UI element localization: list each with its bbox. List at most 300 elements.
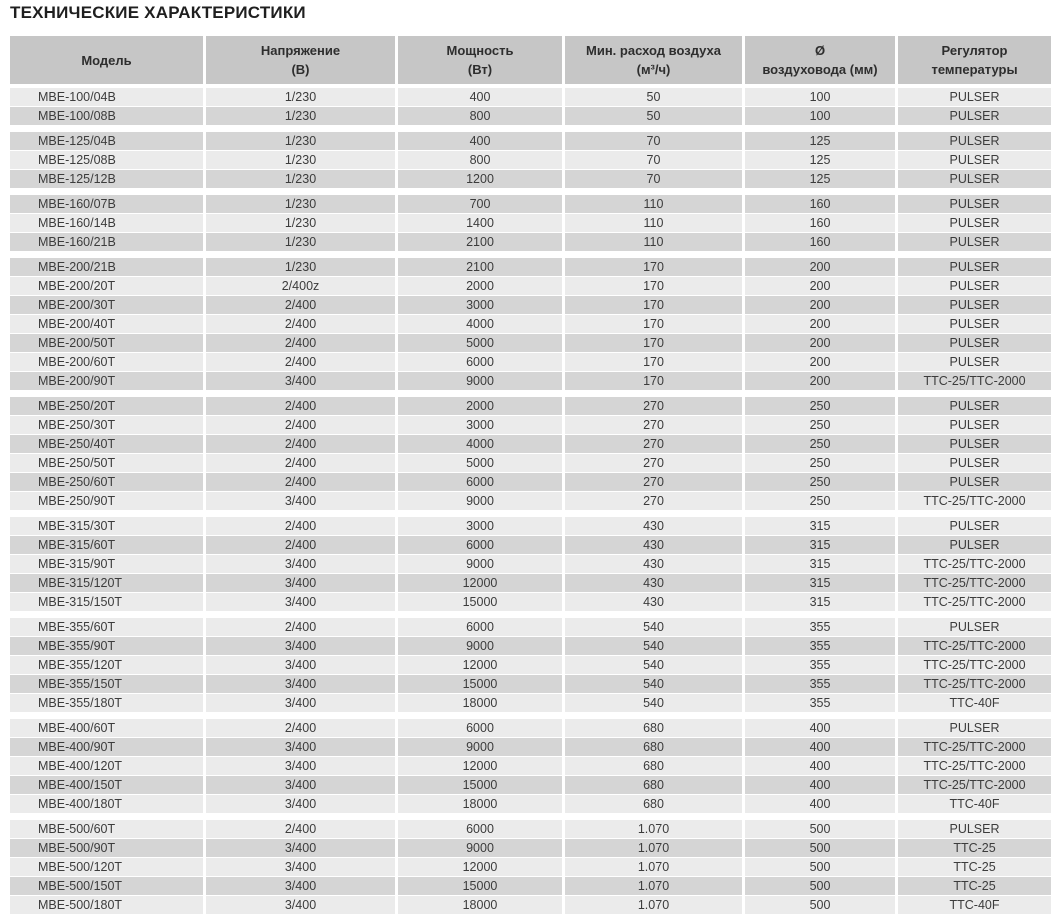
cell-airflow: 540 [565,694,742,712]
cell-power: 12000 [398,656,562,674]
cell-voltage: 2/400 [206,473,395,491]
cell-model: MBE-500/120T [10,858,203,876]
cell-regulator: TTC-25/TTC-2000 [898,492,1051,510]
col-header-power [398,36,562,84]
cell-voltage: 3/400 [206,492,395,510]
cell-diameter: 400 [745,757,895,775]
table-row [10,492,1051,510]
cell-regulator: PULSER [898,719,1051,737]
cell-voltage: 3/400 [206,877,395,895]
cell-voltage: 1/230 [206,107,395,125]
table-row [10,637,1051,655]
cell-airflow: 50 [565,88,742,106]
cell-voltage: 2/400 [206,820,395,838]
cell-airflow: 540 [565,675,742,693]
cell-model: MBE-315/30T [10,517,203,535]
cell-voltage: 2/400 [206,536,395,554]
cell-voltage: 1/230 [206,233,395,251]
cell-regulator: PULSER [898,88,1051,106]
cell-airflow: 680 [565,776,742,794]
table-row [10,536,1051,554]
cell-airflow: 1.070 [565,877,742,895]
cell-power: 800 [398,151,562,169]
cell-diameter: 315 [745,593,895,611]
cell-voltage: 2/400z [206,277,395,295]
cell-airflow: 270 [565,454,742,472]
cell-power: 2100 [398,258,562,276]
cell-power: 12000 [398,574,562,592]
cell-power: 3000 [398,296,562,314]
cell-voltage: 2/400 [206,435,395,453]
table-row [10,656,1051,674]
cell-model: MBE-200/30T [10,296,203,314]
cell-diameter: 500 [745,877,895,895]
cell-voltage: 3/400 [206,675,395,693]
col-header-diameter [745,36,895,84]
cell-voltage: 3/400 [206,738,395,756]
cell-diameter: 200 [745,258,895,276]
cell-voltage: 3/400 [206,795,395,813]
page-title: ТЕХНИЧЕСКИЕ ХАРАКТЕРИСТИКИ [10,3,306,22]
cell-airflow: 1.070 [565,896,742,914]
cell-diameter: 400 [745,776,895,794]
cell-airflow: 680 [565,757,742,775]
cell-regulator: TTC-25/TTC-2000 [898,372,1051,390]
cell-diameter: 500 [745,839,895,857]
table-row [10,517,1051,535]
table-row [10,334,1051,352]
cell-diameter: 400 [745,719,895,737]
cell-airflow: 430 [565,574,742,592]
table-row [10,195,1051,213]
cell-regulator: PULSER [898,277,1051,295]
cell-voltage: 1/230 [206,258,395,276]
cell-regulator: PULSER [898,517,1051,535]
cell-diameter: 200 [745,372,895,390]
cell-power: 5000 [398,334,562,352]
cell-airflow: 1.070 [565,839,742,857]
table-row [10,315,1051,333]
cell-diameter: 125 [745,170,895,188]
table-row [10,757,1051,775]
cell-diameter: 160 [745,195,895,213]
cell-model: MBE-355/180T [10,694,203,712]
cell-voltage: 3/400 [206,839,395,857]
cell-diameter: 200 [745,277,895,295]
cell-model: MBE-400/180T [10,795,203,813]
cell-regulator: PULSER [898,334,1051,352]
cell-model: MBE-160/21B [10,233,203,251]
col-header-regulator [898,36,1051,84]
cell-model: MBE-200/60T [10,353,203,371]
cell-regulator: PULSER [898,416,1051,434]
cell-power: 9000 [398,738,562,756]
cell-voltage: 3/400 [206,858,395,876]
cell-regulator: PULSER [898,107,1051,125]
cell-model: MBE-355/120T [10,656,203,674]
cell-voltage: 1/230 [206,151,395,169]
table-row [10,776,1051,794]
cell-regulator: TTC-25/TTC-2000 [898,656,1051,674]
cell-power: 6000 [398,473,562,491]
cell-airflow: 430 [565,555,742,573]
cell-model: MBE-200/90T [10,372,203,390]
cell-voltage: 1/230 [206,88,395,106]
cell-diameter: 500 [745,896,895,914]
cell-airflow: 430 [565,593,742,611]
cell-airflow: 430 [565,517,742,535]
cell-power: 800 [398,107,562,125]
cell-airflow: 540 [565,618,742,636]
cell-diameter: 200 [745,315,895,333]
cell-airflow: 170 [565,353,742,371]
cell-airflow: 110 [565,214,742,232]
cell-diameter: 200 [745,334,895,352]
cell-airflow: 270 [565,492,742,510]
cell-voltage: 3/400 [206,656,395,674]
cell-power: 12000 [398,858,562,876]
cell-voltage: 3/400 [206,896,395,914]
cell-model: MBE-355/90T [10,637,203,655]
cell-diameter: 355 [745,656,895,674]
table-row [10,296,1051,314]
cell-airflow: 680 [565,738,742,756]
cell-diameter: 355 [745,637,895,655]
cell-power: 15000 [398,675,562,693]
cell-airflow: 540 [565,656,742,674]
cell-voltage: 1/230 [206,170,395,188]
cell-regulator: TTC-25 [898,839,1051,857]
cell-power: 3000 [398,517,562,535]
cell-power: 9000 [398,492,562,510]
cell-model: MBE-250/90T [10,492,203,510]
cell-airflow: 170 [565,372,742,390]
cell-regulator: PULSER [898,536,1051,554]
cell-regulator: TTC-25/TTC-2000 [898,593,1051,611]
cell-airflow: 70 [565,151,742,169]
cell-power: 3000 [398,416,562,434]
cell-model: MBE-125/04B [10,132,203,150]
col-header-power-line1: Мощность [446,43,514,58]
cell-diameter: 125 [745,132,895,150]
col-header-airflow [565,36,742,84]
table-header [10,36,1051,84]
cell-diameter: 250 [745,492,895,510]
cell-regulator: TTC-25 [898,858,1051,876]
cell-model: MBE-400/120T [10,757,203,775]
table-row [10,675,1051,693]
table-row [10,555,1051,573]
cell-regulator: PULSER [898,454,1051,472]
cell-airflow: 1.070 [565,858,742,876]
cell-power: 12000 [398,757,562,775]
cell-voltage: 3/400 [206,757,395,775]
cell-voltage: 2/400 [206,315,395,333]
table-row [10,795,1051,813]
col-header-model-line1: Модель [81,52,132,68]
cell-airflow: 170 [565,258,742,276]
cell-airflow: 270 [565,473,742,491]
cell-power: 400 [398,88,562,106]
table-row [10,719,1051,737]
cell-airflow: 680 [565,795,742,813]
cell-voltage: 2/400 [206,719,395,737]
cell-regulator: TTC-25/TTC-2000 [898,757,1051,775]
cell-regulator: PULSER [898,170,1051,188]
cell-diameter: 100 [745,107,895,125]
table-row [10,353,1051,371]
col-header-voltage-line2: (В) [291,62,310,77]
cell-power: 6000 [398,618,562,636]
cell-power: 15000 [398,593,562,611]
cell-model: MBE-125/12B [10,170,203,188]
table-row [10,151,1051,169]
col-header-power-line2: (Вт) [467,62,493,77]
cell-regulator: PULSER [898,296,1051,314]
table-row [10,896,1051,914]
cell-regulator: PULSER [898,435,1051,453]
cell-regulator: TTC-40F [898,795,1051,813]
cell-power: 15000 [398,776,562,794]
cell-voltage: 3/400 [206,555,395,573]
cell-regulator: PULSER [898,132,1051,150]
cell-voltage: 1/230 [206,132,395,150]
col-header-airflow-line2: (м³/ч) [636,62,671,77]
cell-power: 6000 [398,820,562,838]
cell-power: 15000 [398,877,562,895]
cell-airflow: 110 [565,233,742,251]
cell-airflow: 430 [565,536,742,554]
cell-voltage: 3/400 [206,372,395,390]
cell-power: 9000 [398,637,562,655]
cell-voltage: 3/400 [206,574,395,592]
cell-model: MBE-315/60T [10,536,203,554]
cell-model: MBE-500/60T [10,820,203,838]
cell-model: MBE-315/90T [10,555,203,573]
table-body [10,88,1051,914]
cell-diameter: 100 [745,88,895,106]
cell-regulator: PULSER [898,258,1051,276]
table-row [10,132,1051,150]
col-header-regulator-line1: Регулятор [941,43,1008,58]
table-row [10,473,1051,491]
cell-diameter: 355 [745,675,895,693]
cell-model: MBE-400/150T [10,776,203,794]
table-row [10,416,1051,434]
col-header-diameter-line1: Ø [814,43,826,58]
cell-voltage: 2/400 [206,397,395,415]
cell-diameter: 400 [745,795,895,813]
cell-voltage: 2/400 [206,618,395,636]
cell-power: 9000 [398,555,562,573]
table-row [10,233,1051,251]
table-row [10,738,1051,756]
cell-regulator: PULSER [898,214,1051,232]
cell-regulator: PULSER [898,397,1051,415]
table-row [10,694,1051,712]
cell-power: 4000 [398,435,562,453]
cell-power: 1400 [398,214,562,232]
cell-power: 2000 [398,397,562,415]
cell-model: MBE-500/90T [10,839,203,857]
col-header-diameter-line2: воздуховода (мм) [762,62,878,77]
cell-power: 5000 [398,454,562,472]
cell-model: MBE-200/40T [10,315,203,333]
cell-model: MBE-355/60T [10,618,203,636]
cell-airflow: 680 [565,719,742,737]
cell-regulator: TTC-25/TTC-2000 [898,675,1051,693]
cell-regulator: TTC-25/TTC-2000 [898,776,1051,794]
cell-power: 700 [398,195,562,213]
table-row [10,877,1051,895]
cell-voltage: 2/400 [206,296,395,314]
cell-power: 18000 [398,694,562,712]
cell-regulator: TTC-40F [898,896,1051,914]
cell-regulator: PULSER [898,195,1051,213]
table-row [10,397,1051,415]
cell-model: MBE-160/07B [10,195,203,213]
cell-regulator: TTC-25/TTC-2000 [898,637,1051,655]
table-row [10,214,1051,232]
cell-diameter: 315 [745,517,895,535]
cell-airflow: 170 [565,277,742,295]
cell-model: MBE-250/50T [10,454,203,472]
cell-diameter: 160 [745,214,895,232]
cell-diameter: 355 [745,694,895,712]
cell-airflow: 270 [565,397,742,415]
cell-regulator: TTC-25/TTC-2000 [898,555,1051,573]
col-header-model [10,36,203,84]
col-header-regulator-line2: температуры [931,62,1018,77]
table-row [10,820,1051,838]
cell-voltage: 3/400 [206,637,395,655]
cell-model: MBE-100/08B [10,107,203,125]
cell-diameter: 125 [745,151,895,169]
table-row [10,839,1051,857]
cell-model: MBE-315/150T [10,593,203,611]
cell-power: 18000 [398,795,562,813]
cell-power: 400 [398,132,562,150]
cell-airflow: 170 [565,296,742,314]
cell-diameter: 250 [745,416,895,434]
cell-power: 2000 [398,277,562,295]
cell-voltage: 2/400 [206,353,395,371]
cell-regulator: PULSER [898,618,1051,636]
cell-diameter: 500 [745,820,895,838]
cell-power: 6000 [398,536,562,554]
cell-airflow: 70 [565,132,742,150]
cell-power: 18000 [398,896,562,914]
cell-power: 9000 [398,839,562,857]
cell-airflow: 170 [565,315,742,333]
cell-airflow: 110 [565,195,742,213]
table-row [10,88,1051,106]
table-row [10,258,1051,276]
cell-model: MBE-400/60T [10,719,203,737]
cell-voltage: 2/400 [206,416,395,434]
table-row [10,170,1051,188]
cell-regulator: TTC-40F [898,694,1051,712]
cell-diameter: 250 [745,435,895,453]
cell-diameter: 250 [745,473,895,491]
cell-model: MBE-160/14B [10,214,203,232]
cell-regulator: PULSER [898,151,1051,169]
cell-airflow: 540 [565,637,742,655]
cell-model: MBE-355/150T [10,675,203,693]
cell-voltage: 2/400 [206,334,395,352]
cell-diameter: 315 [745,555,895,573]
cell-voltage: 3/400 [206,593,395,611]
table-row [10,593,1051,611]
table-row [10,858,1051,876]
cell-regulator: PULSER [898,353,1051,371]
cell-diameter: 315 [745,574,895,592]
cell-model: MBE-200/50T [10,334,203,352]
table-row [10,107,1051,125]
cell-airflow: 70 [565,170,742,188]
cell-airflow: 270 [565,435,742,453]
col-header-airflow-line1: Мин. расход воздуха [586,43,721,58]
cell-voltage: 3/400 [206,776,395,794]
cell-model: MBE-500/150T [10,877,203,895]
cell-regulator: PULSER [898,233,1051,251]
cell-model: MBE-400/90T [10,738,203,756]
cell-diameter: 355 [745,618,895,636]
cell-power: 6000 [398,353,562,371]
cell-regulator: TTC-25/TTC-2000 [898,738,1051,756]
cell-model: MBE-500/180T [10,896,203,914]
cell-airflow: 50 [565,107,742,125]
cell-model: MBE-315/120T [10,574,203,592]
col-header-voltage [206,36,395,84]
table-row [10,618,1051,636]
cell-regulator: PULSER [898,473,1051,491]
cell-power: 6000 [398,719,562,737]
cell-model: MBE-250/60T [10,473,203,491]
cell-diameter: 160 [745,233,895,251]
cell-regulator: TTC-25 [898,877,1051,895]
cell-regulator: PULSER [898,820,1051,838]
table-row [10,574,1051,592]
cell-regulator: TTC-25/TTC-2000 [898,574,1051,592]
cell-model: MBE-250/30T [10,416,203,434]
cell-voltage: 1/230 [206,195,395,213]
cell-diameter: 250 [745,397,895,415]
cell-airflow: 170 [565,334,742,352]
cell-power: 1200 [398,170,562,188]
cell-diameter: 250 [745,454,895,472]
cell-power: 2100 [398,233,562,251]
spec-table [10,36,1051,915]
table-row [10,435,1051,453]
cell-model: MBE-250/20T [10,397,203,415]
cell-model: MBE-125/08B [10,151,203,169]
cell-model: MBE-100/04B [10,88,203,106]
table-row [10,454,1051,472]
table-row [10,372,1051,390]
cell-model: MBE-200/21B [10,258,203,276]
cell-regulator: PULSER [898,315,1051,333]
cell-model: MBE-200/20T [10,277,203,295]
cell-diameter: 200 [745,296,895,314]
table-row [10,277,1051,295]
cell-airflow: 270 [565,416,742,434]
cell-airflow: 1.070 [565,820,742,838]
cell-model: MBE-250/40T [10,435,203,453]
cell-power: 4000 [398,315,562,333]
cell-diameter: 200 [745,353,895,371]
cell-diameter: 400 [745,738,895,756]
